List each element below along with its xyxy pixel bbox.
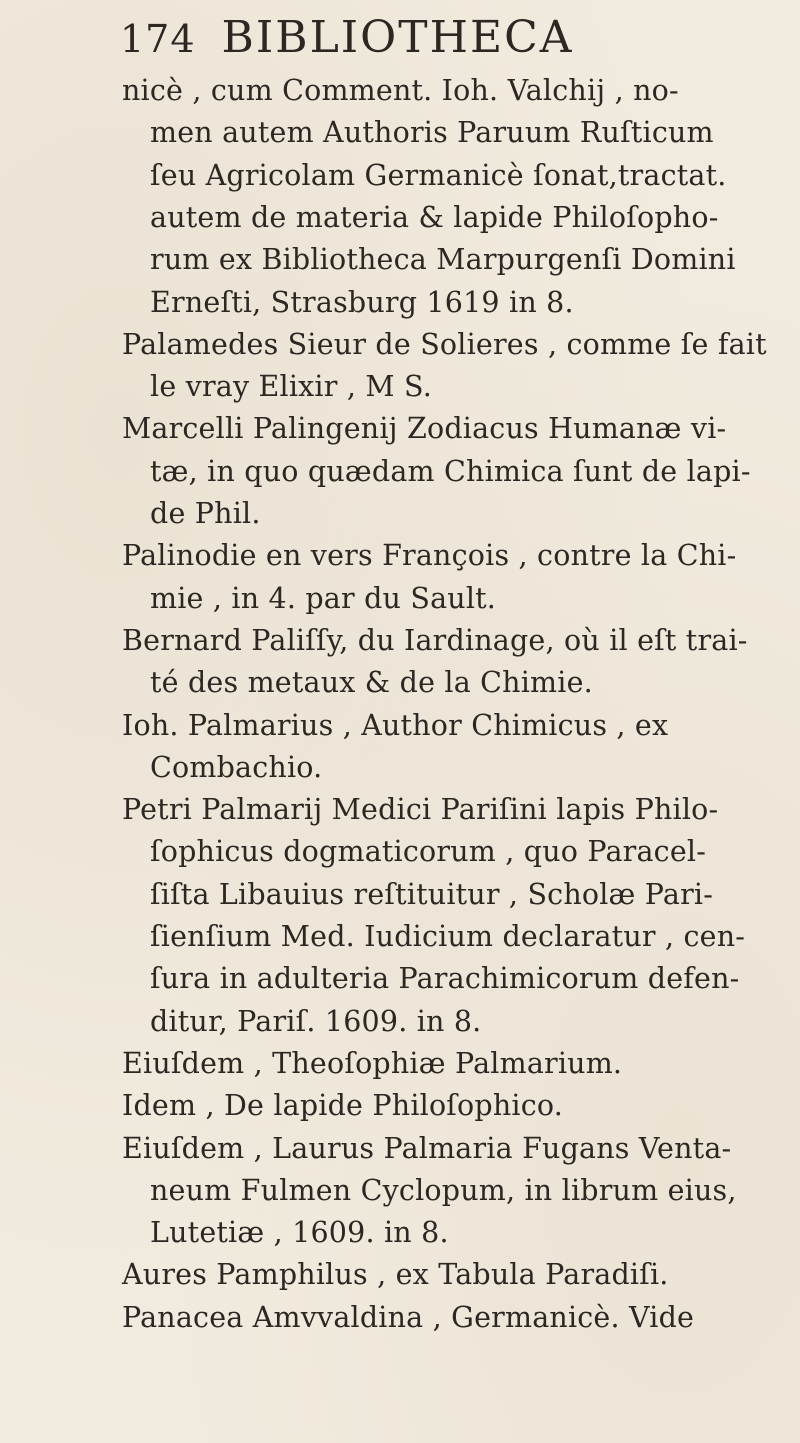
- page-header: [120, 12, 574, 74]
- entry-continuation-line: rum ex Bibliotheca Marpurgenſi Domini: [150, 243, 736, 277]
- entry-continuation-line: té des metaux & de la Chimie.: [150, 666, 593, 700]
- entry-continuation-line: ditur, Pariſ. 1609. in 8.: [150, 1004, 482, 1038]
- entry-continuation-line: Lutetiæ , 1609. in 8.: [150, 1216, 449, 1250]
- page-number: 174: [120, 17, 196, 61]
- entry-continuation-line: Erneſti, Strasburg 1619 in 8.: [150, 285, 574, 319]
- entry-first-line: Aures Pamphilus , ex Tabula Paradiſi.: [122, 1258, 669, 1292]
- entry-continuation-line: neum Fulmen Cyclopum, in librum eius,: [150, 1173, 737, 1207]
- entry-continuation-line: autem de materia & lapide Philoſopho-: [150, 200, 719, 234]
- entry-first-line: Palamedes Sieur de Solieres , comme ſe fait: [122, 327, 767, 361]
- entry-first-line: Eiuſdem , Theoſophiæ Palmarium.: [122, 1046, 623, 1080]
- entry-continuation-line: ſophicus dogmaticorum , quo Paracel-: [150, 835, 707, 869]
- entry-first-line: Bernard Paliſſy, du Iardinage, où il eſt trai-: [122, 623, 748, 657]
- entry-continuation-line: mie , in 4. par du Sault.: [150, 581, 497, 615]
- entry-continuation-line: tæ, in quo quædam Chimica ſunt de lapi-: [150, 454, 751, 488]
- entry-continuation-line: ſiſta Libauius reſtituitur , Scholæ Pari-: [150, 877, 714, 911]
- entry-continuation-line: men autem Authoris Paruum Ruſticum: [150, 116, 714, 150]
- entry-first-line: nicè , cum Comment. Ioh. Valchij , no-: [122, 74, 679, 107]
- entry-continuation-line: ſura in adulteria Parachimicorum defen-: [150, 962, 740, 996]
- entry-first-line: Ioh. Palmarius , Author Chimicus , ex: [122, 708, 669, 742]
- entry-continuation-line: de Phil.: [150, 497, 261, 530]
- running-head: BIBLIOTHECA: [221, 12, 574, 63]
- entry-continuation-line: ſienſium Med. Iudicium declaratur , cen-: [150, 920, 746, 953]
- entry-continuation-line: le vray Elixir , M S.: [150, 370, 432, 404]
- entry-first-line: Petri Palmarij Medici Pariſini lapis Philo-: [122, 793, 719, 827]
- entry-first-line: Palinodie en vers François , contre la Chi-: [122, 539, 737, 573]
- entry-first-line: Panacea Amvvaldina , Germanicè. Vide: [122, 1300, 695, 1334]
- entry-continuation-line: Combachio.: [150, 750, 323, 784]
- entry-first-line: Marcelli Palingenij Zodiacus Humanæ vi-: [122, 412, 727, 446]
- entry-continuation-line: ſeu Agricolam Germanicè ſonat,tractat.: [150, 158, 727, 192]
- entry-first-line: Eiuſdem , Laurus Palmaria Fugans Venta-: [122, 1131, 732, 1165]
- entry-first-line: Idem , De lapide Philoſophico.: [122, 1089, 564, 1123]
